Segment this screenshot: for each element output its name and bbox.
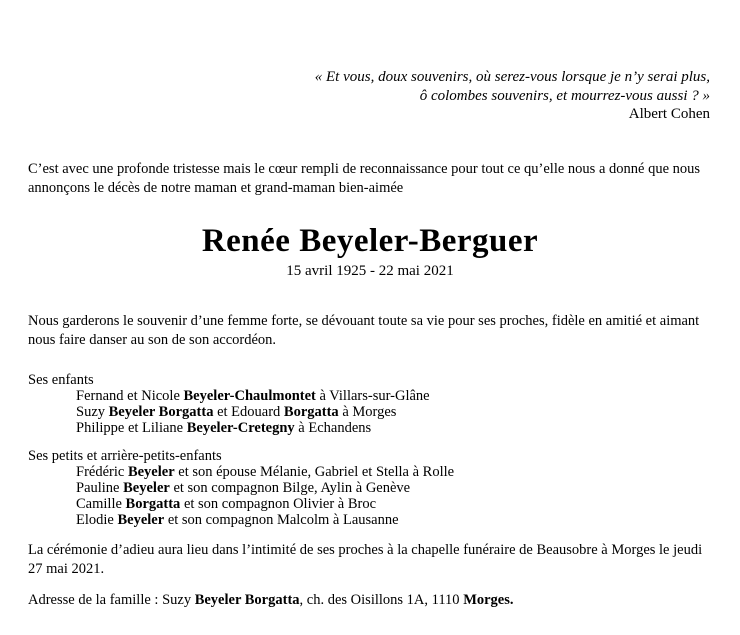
announcement-paragraph: C’est avec une profonde tristesse mais le cœur rempli de reconnaissance pour tout ce qu’elle nous a donné que nous annonçons le décès de notre maman et grand-maman bien-aimée — [28, 160, 701, 196]
epigraph-line-1: « Et vous, doux souvenirs, où serez-vous lorsque je n’y serai plus, — [314, 69, 710, 85]
grandchildren-heading: Ses petits et arrière-petits-enfants — [28, 447, 222, 464]
ceremony-paragraph: La cérémonie d’adieu aura lieu dans l’intimité de ses proches à la chapelle funéraire de Beausobre à Morges le jeudi 27 mai 2021. — [28, 541, 703, 577]
grandchildren-section — [28, 448, 712, 528]
grandchildren-line: Camille Borgatta et son compagnon Olivier à Broc — [76, 495, 377, 512]
children-line: Philippe et Liliane Beyeler-Cretegny à Echandens — [76, 419, 372, 436]
tribute-paragraph: Nous garderons le souvenir d’une femme forte, se dévouant toute sa vie pour ses proches, fidèle en amitié et aimant nous faire danser au son de son accordéon. — [28, 312, 700, 348]
epigraph-quote — [28, 68, 710, 124]
grandchildren-line: Elodie Beyeler et son compagnon Malcolm à Lausanne — [76, 511, 399, 528]
grandchildren-line: Pauline Beyeler et son compagnon Bilge, Aylin à Genève — [76, 479, 411, 496]
deceased-name: Renée Beyeler-Berguer — [201, 222, 539, 259]
epigraph-attribution: Albert Cohen — [628, 106, 710, 122]
children-line: Fernand et Nicole Beyeler-Chaulmontet à Villars-sur-Glâne — [76, 387, 430, 404]
children-line: Suzy Beyeler Borgatta et Edouard Borgatta à Morges — [76, 403, 397, 420]
grandchildren-line: Frédéric Beyeler et son épouse Mélanie, Gabriel et Stella à Rolle — [76, 463, 455, 480]
epigraph-line-2: ô colombes souvenirs, et mourrez-vous aussi ? » — [419, 87, 710, 104]
family-address: Adresse de la famille : Suzy Beyeler Borgatta, ch. des Oisillons 1A, 1110 Morges. — [28, 591, 514, 608]
deceased-dates: 15 avril 1925 - 22 mai 2021 — [286, 262, 454, 279]
children-section — [28, 372, 712, 436]
children-heading: Ses enfants — [28, 371, 94, 388]
